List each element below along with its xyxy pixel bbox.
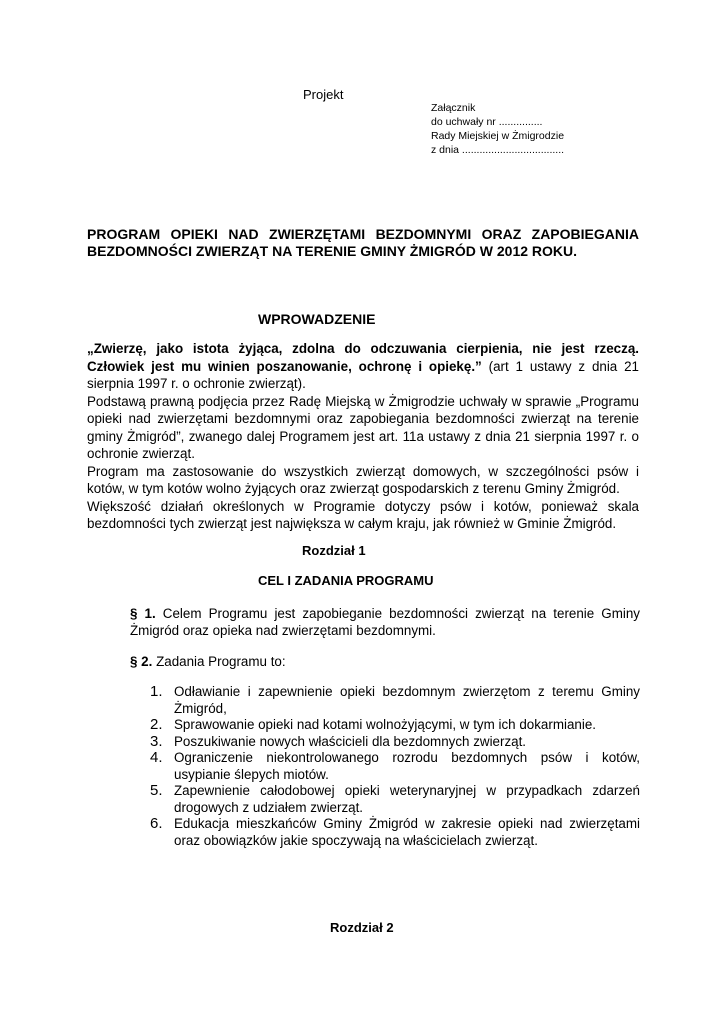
paragraph-mark: § 2. [130,654,153,669]
title-line-2: BEZDOMNOŚCI ZWIERZĄT NA TERENIE GMINY ŻMIGRÓD W 2012 ROKU. [87,243,578,259]
list-item [150,783,640,816]
list-text: Sprawowanie opieki nad kotami wolnożyjącymi, w tym ich dokarmianie. [174,717,596,732]
paragraph-1 [130,605,640,639]
paragraph-text: Celem Programu jest zapobieganie bezdomności zwierząt na terenie Gminy Żmigród oraz opieka nad zwierzętami bezdomnymi. [130,606,640,638]
list-text: Zapewnienie całodobowej opieki weterynaryjnej w przypadkach zdarzeń drogowych z udziałem zwierząt. [174,783,640,815]
list-text: Edukacja mieszkańców Gminy Żmigród w zakresie opieki nad zwierzętami oraz obowiązków jakie spoczywają na właścicielach zwierząt. [174,816,640,848]
introduction-body [87,340,639,533]
document-title [87,226,639,260]
list-number: 2. [150,716,163,733]
introduction-heading: WPROWADZENIE [258,311,376,327]
quote-bold: „Zwierzę, jako istota żyjąca, zdolna do odczuwania cierpienia, nie jest rzeczą. Człowiek jest mu winien poszanowanie, ochronę i opiekę.” [87,341,639,374]
attachment-line: Rady Miejskiej w Żmigrodzie [431,130,565,142]
paragraph-mark: § 1. [130,606,156,621]
attachment-line: do uchwały nr ............... [431,116,543,128]
attachment-note [431,101,564,157]
chapter-1-title: CEL I ZADANIA PROGRAMU [258,573,434,588]
attachment-line: z dnia ................................... [431,144,565,156]
intro-paragraph: Podstawą prawną podjęcia przez Radę Miejską w Żmigrodzie uchwały w sprawie „Programu opieki nad zwierzętami bezdomnymi oraz zapobiegania bezdomności zwierząt na terenie gminy Żmigród”, zwanego dalej Programem jest art. 11a ustawy z dnia 21 sierpnia 1997 r. o ochronie zwierząt. [87,393,639,461]
intro-paragraph: Większość działań określonych w Programie dotyczy psów i kotów, ponieważ skala bezdomności tych zwierząt jest największa w całym kraju, jak również w Gminie Żmigród. [87,498,639,531]
paragraph-text: Zadania Programu to: [152,654,286,669]
intro-paragraph: Program ma zastosowanie do wszystkich zwierząt domowych, w szczególności psów i kotów, w tym kotów wolno żyjących oraz zwierząt gospodarskich z terenu Gminy Żmigród. [87,463,639,496]
list-text: Poszukiwanie nowych właścicieli dla bezdomnych zwierząt. [174,733,527,749]
list-number: 3. [150,732,163,750]
list-number: 6. [150,815,163,832]
paragraph-2 [130,654,286,669]
intro-quote [87,340,639,393]
list-item [150,684,640,717]
list-text: Ograniczenie niekontrolowanego rozrodu bezdomnych psów i kotów, usypianie ślepych miotów. [174,750,640,782]
projekt-label: Projekt [303,87,344,102]
quote-source: (art 1 ustawy z dnia 21 sierpnia 1997 r. o ochronie zwierząt). [87,358,640,391]
list-item [150,717,640,734]
list-number: 5. [150,782,163,799]
task-list [150,684,640,849]
chapter-2-label: Rozdział 2 [330,920,394,935]
list-item [150,750,640,783]
list-number: 1. [150,683,163,700]
list-item [150,734,640,751]
list-item [150,816,640,849]
attachment-line: Załącznik [431,102,476,114]
list-number: 4. [150,749,163,766]
list-text: Odławianie i zapewnienie opieki bezdomnym zwierzętom z teremu Gminy Żmigród, [174,684,640,716]
title-line-1: PROGRAM OPIEKI NAD ZWIERZĘTAMI BEZDOMNYMI ORAZ ZAPOBIEGANIA [87,226,639,242]
chapter-1-label: Rozdział 1 [302,543,366,558]
